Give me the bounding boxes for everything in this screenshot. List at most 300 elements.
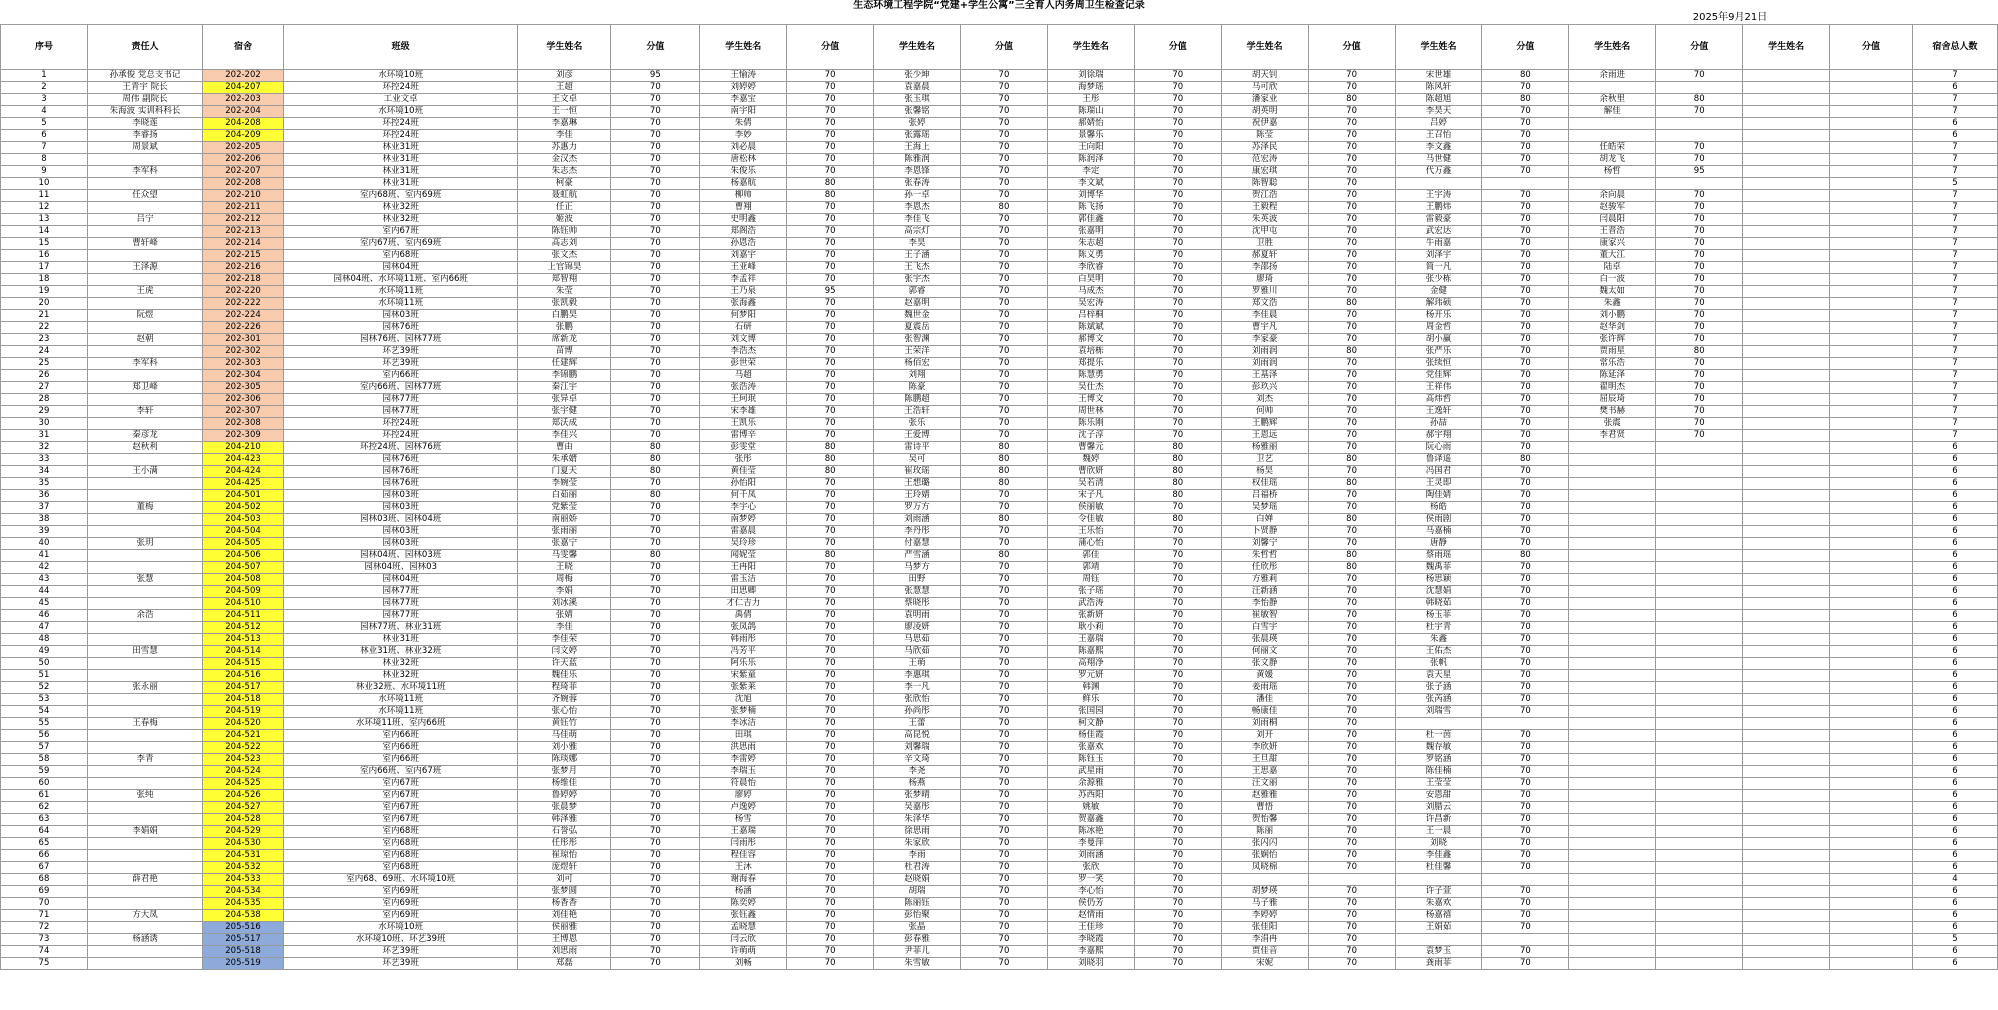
responsible-person: 周景斌: [87, 142, 202, 154]
header-cell: 分值: [1308, 25, 1395, 70]
score: 70: [1482, 514, 1569, 526]
dorm-total: 6: [1912, 622, 1997, 634]
dorm-total: 7: [1912, 286, 1997, 298]
header-cell: 分值: [1482, 25, 1569, 70]
score: 70: [961, 310, 1048, 322]
student-name: 张娴怡: [1221, 850, 1308, 862]
score: 70: [961, 418, 1048, 430]
student-name: 王彤: [1047, 94, 1134, 106]
student-name: 张馨铭: [874, 106, 961, 118]
score: 70: [787, 706, 874, 718]
student-name: 王思嘉: [1221, 766, 1308, 778]
student-name: 冯国君: [1395, 466, 1482, 478]
responsible-person: [87, 526, 202, 538]
student-name: 李冰洁: [700, 718, 787, 730]
student-name: [1569, 514, 1656, 526]
student-name: 张晨梦: [518, 802, 611, 814]
score: [1656, 574, 1743, 586]
class-name: 林业32班: [283, 658, 517, 670]
score: [1830, 574, 1913, 586]
class-name: 室内66班、室内67班: [283, 766, 517, 778]
student-name: 李欣妍: [1221, 742, 1308, 754]
dorm-room: 202-215: [203, 250, 284, 262]
score: 70: [1134, 82, 1221, 94]
dorm-room: 204-505: [203, 538, 284, 550]
class-name: 室内69班: [283, 886, 517, 898]
score: 70: [961, 910, 1048, 922]
score: 70: [961, 922, 1048, 934]
student-name: [1743, 142, 1830, 154]
student-name: 周世林: [1047, 406, 1134, 418]
student-name: 樊书赫: [1569, 406, 1656, 418]
student-name: 李娟: [518, 586, 611, 598]
class-name: 环艺39班: [283, 958, 517, 970]
student-name: [1743, 754, 1830, 766]
row-number: 22: [1, 322, 88, 334]
score: 70: [1308, 418, 1395, 430]
student-name: 陈钰帅: [518, 226, 611, 238]
score: 70: [1308, 826, 1395, 838]
score: 70: [1134, 346, 1221, 358]
student-name: 王愉涛: [700, 70, 787, 82]
table-row: [1, 286, 1998, 298]
dorm-room: 204-516: [203, 670, 284, 682]
score: 70: [1134, 70, 1221, 82]
score: [1656, 778, 1743, 790]
score: 70: [1134, 862, 1221, 874]
student-name: [1569, 574, 1656, 586]
student-name: 王晋浩: [1569, 226, 1656, 238]
dorm-total: 6: [1912, 574, 1997, 586]
student-name: [1743, 934, 1830, 946]
score: 70: [787, 94, 874, 106]
student-name: [1569, 502, 1656, 514]
student-name: [1743, 610, 1830, 622]
score: 70: [787, 910, 874, 922]
student-name: 党佳辉: [1395, 370, 1482, 382]
student-name: [1569, 790, 1656, 802]
student-name: 王超: [518, 82, 611, 94]
row-number: 37: [1, 502, 88, 514]
row-number: 24: [1, 346, 88, 358]
student-name: 郑阁浩: [700, 226, 787, 238]
score: 70: [1134, 178, 1221, 190]
score: 70: [1308, 802, 1395, 814]
student-name: 杨嘉禧: [1395, 910, 1482, 922]
student-name: 袁嘉晨: [874, 82, 961, 94]
class-name: 环控24班: [283, 118, 517, 130]
dorm-total: 6: [1912, 790, 1997, 802]
score: 70: [1134, 706, 1221, 718]
score: 70: [1482, 910, 1569, 922]
student-name: 李佳: [518, 130, 611, 142]
student-name: 杨开乐: [1395, 310, 1482, 322]
responsible-person: 李睿扬: [87, 130, 202, 142]
student-name: 张紫莱: [700, 682, 787, 694]
student-name: 朱鑫: [1395, 634, 1482, 646]
score: 70: [1308, 130, 1395, 142]
dorm-room: 205-518: [203, 946, 284, 958]
dorm-room: 202-301: [203, 334, 284, 346]
score: 80: [961, 442, 1048, 454]
student-name: 杨佰宏: [874, 358, 961, 370]
table-row: [1, 490, 1998, 502]
class-name: 室内66班: [283, 370, 517, 382]
score: 70: [611, 922, 700, 934]
score: 70: [611, 154, 700, 166]
score: 70: [961, 598, 1048, 610]
student-name: 高昆悦: [874, 730, 961, 742]
student-name: [1569, 526, 1656, 538]
student-name: 张晶: [874, 922, 961, 934]
score: 70: [1482, 538, 1569, 550]
student-name: 闫晨阳: [1569, 214, 1656, 226]
score: 70: [1308, 946, 1395, 958]
table-row: [1, 118, 1998, 130]
score: 70: [1482, 838, 1569, 850]
class-name: 园林77班: [283, 598, 517, 610]
score: [1830, 910, 1913, 922]
score: 70: [611, 598, 700, 610]
student-name: [1569, 838, 1656, 850]
score: 70: [961, 790, 1048, 802]
score: 70: [1656, 370, 1743, 382]
dorm-total: 7: [1912, 190, 1997, 202]
student-name: 夏震岳: [874, 322, 961, 334]
student-name: 张闪闪: [1221, 838, 1308, 850]
student-name: 张玉琪: [874, 94, 961, 106]
student-name: [1743, 550, 1830, 562]
score: 70: [611, 646, 700, 658]
student-name: 吕婷: [1395, 118, 1482, 130]
student-name: 王祥伟: [1395, 382, 1482, 394]
responsible-person: 王小满: [87, 466, 202, 478]
score: 70: [1134, 166, 1221, 178]
score: 70: [1482, 358, 1569, 370]
table-row: [1, 826, 1998, 838]
student-name: 安恩甜: [1395, 790, 1482, 802]
student-name: [1743, 178, 1830, 190]
score: 70: [787, 298, 874, 310]
score: 70: [1482, 622, 1569, 634]
student-name: 马成杰: [1047, 286, 1134, 298]
student-name: [1743, 646, 1830, 658]
class-name: 园林76班: [283, 478, 517, 490]
dorm-total: 7: [1912, 166, 1997, 178]
table-row: [1, 142, 1998, 154]
score: [1830, 502, 1913, 514]
score: 70: [1308, 646, 1395, 658]
student-name: 郑文浩: [1221, 298, 1308, 310]
score: 80: [1656, 346, 1743, 358]
student-name: [1743, 502, 1830, 514]
dorm-total: 6: [1912, 886, 1997, 898]
student-name: 张晨瑛: [1221, 634, 1308, 646]
responsible-person: [87, 202, 202, 214]
score: [1830, 334, 1913, 346]
dorm-total: 6: [1912, 730, 1997, 742]
student-name: 金汉杰: [518, 154, 611, 166]
student-name: 李瑞玉: [700, 766, 787, 778]
score: [1656, 790, 1743, 802]
class-name: 园林04班、水环境11班、室内66班: [283, 274, 517, 286]
dorm-room: 202-308: [203, 418, 284, 430]
score: 70: [611, 370, 700, 382]
student-name: 朱倩: [700, 118, 787, 130]
score: [1656, 130, 1743, 142]
score: 70: [611, 190, 700, 202]
student-name: 李佳荣: [518, 634, 611, 646]
score: 80: [961, 478, 1048, 490]
student-name: [1743, 826, 1830, 838]
score: [1656, 730, 1743, 742]
student-name: [1569, 730, 1656, 742]
score: 70: [787, 922, 874, 934]
score: 80: [1134, 466, 1221, 478]
table-row: [1, 598, 1998, 610]
row-number: 44: [1, 586, 88, 598]
student-name: 马嘉楠: [1395, 526, 1482, 538]
score: 70: [961, 802, 1048, 814]
dorm-total: 6: [1912, 850, 1997, 862]
dorm-room: 204-501: [203, 490, 284, 502]
score: 80: [961, 550, 1048, 562]
score: [1830, 694, 1913, 706]
student-name: 李佳晨: [1221, 310, 1308, 322]
dorm-total: 6: [1912, 466, 1997, 478]
student-name: 黄媛: [1221, 670, 1308, 682]
score: 80: [1134, 454, 1221, 466]
score: 70: [1482, 214, 1569, 226]
row-number: 58: [1, 754, 88, 766]
score: 70: [787, 166, 874, 178]
score: 70: [961, 718, 1048, 730]
responsible-person: 秦彦龙: [87, 430, 202, 442]
student-name: 刘开: [1221, 730, 1308, 742]
dorm-total: 7: [1912, 430, 1997, 442]
student-name: [1569, 598, 1656, 610]
student-name: 张智渊: [874, 334, 961, 346]
score: 70: [961, 358, 1048, 370]
student-name: 杨涵: [700, 886, 787, 898]
student-name: 王召怡: [1395, 130, 1482, 142]
student-name: 解佳: [1569, 106, 1656, 118]
row-number: 70: [1, 898, 88, 910]
student-name: 宋李雄: [700, 406, 787, 418]
score: 70: [1308, 334, 1395, 346]
score: [1830, 586, 1913, 598]
responsible-person: 田雪慧: [87, 646, 202, 658]
student-name: 鲜乐: [1047, 694, 1134, 706]
row-number: 42: [1, 562, 88, 574]
score: 70: [787, 790, 874, 802]
score: 70: [1308, 430, 1395, 442]
student-name: 贺怡馨: [1221, 814, 1308, 826]
class-name: 水环境10班: [283, 922, 517, 934]
score: 70: [1482, 502, 1569, 514]
score: [1830, 814, 1913, 826]
header-cell: 学生姓名: [874, 25, 961, 70]
student-name: 郭靖: [1047, 562, 1134, 574]
score: 70: [611, 334, 700, 346]
score: 70: [787, 334, 874, 346]
student-name: 胡梦瑛: [1221, 886, 1308, 898]
score: 70: [1308, 442, 1395, 454]
student-name: 朱鑫: [1569, 298, 1656, 310]
student-name: 张文杰: [518, 250, 611, 262]
row-number: 34: [1, 466, 88, 478]
responsible-person: 王春梅: [87, 718, 202, 730]
student-name: 郝婧怡: [1047, 118, 1134, 130]
score: 70: [961, 262, 1048, 274]
student-name: 洪思雨: [700, 742, 787, 754]
score: [1656, 646, 1743, 658]
score: 70: [1482, 238, 1569, 250]
score: 70: [787, 718, 874, 730]
score: 70: [1482, 634, 1569, 646]
row-number: 18: [1, 274, 88, 286]
score: 70: [961, 130, 1048, 142]
header-cell: 分值: [1830, 25, 1913, 70]
score: 70: [961, 118, 1048, 130]
score: 70: [1482, 682, 1569, 694]
student-name: 王基泽: [1221, 370, 1308, 382]
student-name: [1569, 922, 1656, 934]
score: 70: [1308, 166, 1395, 178]
student-name: 赵情雨: [1047, 910, 1134, 922]
dorm-room: 202-303: [203, 358, 284, 370]
dorm-total: 7: [1912, 298, 1997, 310]
student-name: 张欣怡: [874, 694, 961, 706]
score: 70: [611, 106, 700, 118]
student-name: [1743, 346, 1830, 358]
student-name: 蔡雨瑶: [1395, 550, 1482, 562]
score: 70: [961, 706, 1048, 718]
score: [1656, 766, 1743, 778]
score: 70: [1482, 202, 1569, 214]
student-name: 吴玲珍: [700, 538, 787, 550]
row-number: 71: [1, 910, 88, 922]
dorm-total: 7: [1912, 346, 1997, 358]
score: 70: [1134, 646, 1221, 658]
table-row: [1, 538, 1998, 550]
score: 70: [1482, 526, 1569, 538]
dorm-total: 6: [1912, 742, 1997, 754]
student-name: 严雪涵: [874, 550, 961, 562]
score: 70: [1134, 550, 1221, 562]
student-name: 代万鑫: [1395, 166, 1482, 178]
student-name: 王嘉瑞: [1047, 634, 1134, 646]
table-row: [1, 430, 1998, 442]
score: 80: [1134, 490, 1221, 502]
table-row: [1, 802, 1998, 814]
score: [1656, 118, 1743, 130]
score: 70: [611, 718, 700, 730]
student-name: 苗博: [518, 346, 611, 358]
score: [1830, 346, 1913, 358]
score: 80: [787, 550, 874, 562]
student-name: 李君贤: [1569, 430, 1656, 442]
student-name: 杨思颖: [1395, 574, 1482, 586]
score: 70: [611, 574, 700, 586]
score: 70: [787, 70, 874, 82]
row-number: 7: [1, 142, 88, 154]
student-name: 廖琦: [1221, 274, 1308, 286]
score: 70: [787, 118, 874, 130]
class-name: 室内67班: [283, 226, 517, 238]
class-name: 园林04班: [283, 574, 517, 586]
class-name: 林业31班: [283, 634, 517, 646]
score: 70: [961, 682, 1048, 694]
responsible-person: 王泽源: [87, 262, 202, 274]
score: 70: [961, 670, 1048, 682]
student-name: [1743, 634, 1830, 646]
score: 80: [787, 466, 874, 478]
student-name: [1569, 610, 1656, 622]
score: 70: [611, 658, 700, 670]
student-name: 董大江: [1569, 250, 1656, 262]
score: [1830, 706, 1913, 718]
student-name: 胡小赢: [1395, 334, 1482, 346]
score: 70: [1134, 586, 1221, 598]
row-number: 52: [1, 682, 88, 694]
header-cell: 班级: [283, 25, 517, 70]
score: 80: [1308, 298, 1395, 310]
score: 70: [787, 958, 874, 970]
student-name: [1743, 922, 1830, 934]
score: [1656, 634, 1743, 646]
class-name: 园林03班、园林04班: [283, 514, 517, 526]
score: 70: [787, 826, 874, 838]
row-number: 41: [1, 550, 88, 562]
responsible-person: [87, 862, 202, 874]
score: 70: [961, 586, 1048, 598]
class-name: 水环境11班、室内66班: [283, 718, 517, 730]
score: 70: [961, 526, 1048, 538]
score: [1830, 238, 1913, 250]
table-row: [1, 742, 1998, 754]
score: 70: [611, 94, 700, 106]
score: 70: [1134, 754, 1221, 766]
score: 70: [1308, 838, 1395, 850]
dorm-room: 202-224: [203, 310, 284, 322]
class-name: 林业32班: [283, 202, 517, 214]
student-name: [1569, 478, 1656, 490]
score: [1830, 94, 1913, 106]
score: [1830, 562, 1913, 574]
dorm-total: 7: [1912, 406, 1997, 418]
row-number: 23: [1, 334, 88, 346]
table-row: [1, 106, 1998, 118]
dorm-total: 7: [1912, 418, 1997, 430]
score: 70: [611, 226, 700, 238]
responsible-person: [87, 898, 202, 910]
student-name: 唐松林: [700, 154, 787, 166]
student-name: 武浩涛: [1047, 598, 1134, 610]
student-name: 杨燕: [874, 778, 961, 790]
score: [1830, 514, 1913, 526]
class-name: 园林03班: [283, 538, 517, 550]
score: 70: [1482, 190, 1569, 202]
class-name: 室内68、69班、水环境10班: [283, 874, 517, 886]
score: 70: [1308, 70, 1395, 82]
student-name: [1395, 874, 1482, 886]
student-name: 潘佳: [1221, 694, 1308, 706]
score: 70: [611, 886, 700, 898]
student-name: 张嘉宁: [518, 538, 611, 550]
score: [1656, 850, 1743, 862]
student-name: [1743, 454, 1830, 466]
